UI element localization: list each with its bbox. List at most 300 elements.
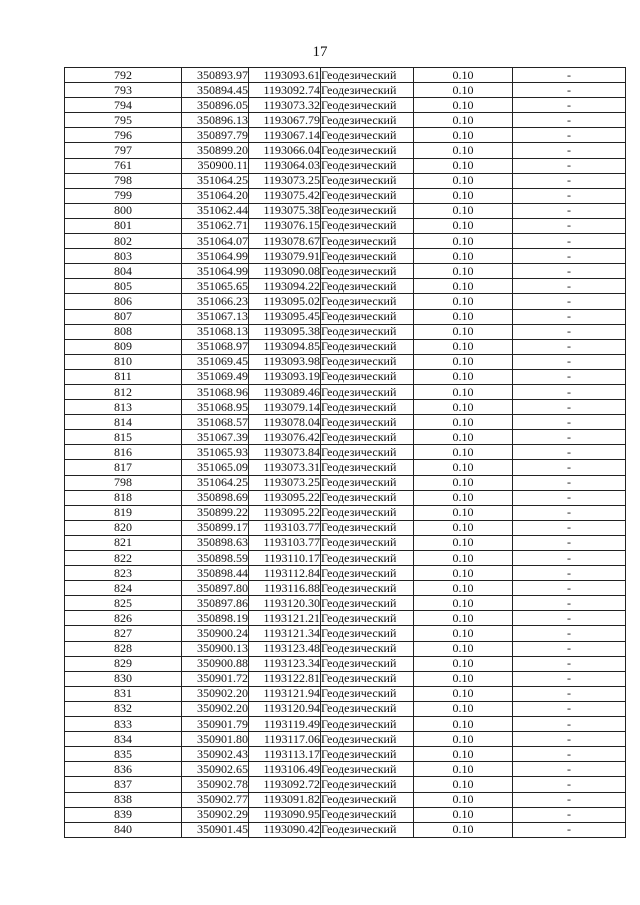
y-coordinate-cell: 1193073.25 [249,173,321,188]
point-number-cell: 834 [65,732,182,747]
accuracy-cell: 0.10 [414,475,513,490]
method-cell: Геодезический [321,218,414,233]
y-coordinate-cell: 1193113.17 [249,747,321,762]
table-row [65,324,626,339]
x-coordinate-cell: 350896.13 [182,113,249,128]
method-cell: Геодезический [321,234,414,249]
x-coordinate-cell: 351064.20 [182,188,249,203]
coordinates-table-body [65,68,626,838]
note-cell: - [513,596,626,611]
x-coordinate-cell: 351062.71 [182,218,249,233]
table-row [65,460,626,475]
point-number-cell: 830 [65,671,182,686]
point-number-cell: 832 [65,701,182,716]
table-row [65,762,626,777]
note-cell: - [513,490,626,505]
note-cell: - [513,641,626,656]
table-row [65,611,626,626]
point-number-cell: 823 [65,566,182,581]
y-coordinate-cell: 1193066.04 [249,143,321,158]
point-number-cell: 819 [65,505,182,520]
method-cell: Геодезический [321,83,414,98]
accuracy-cell: 0.10 [414,445,513,460]
x-coordinate-cell: 351067.39 [182,430,249,445]
note-cell: - [513,369,626,384]
point-number-cell: 837 [65,777,182,792]
accuracy-cell: 0.10 [414,822,513,837]
method-cell: Геодезический [321,641,414,656]
method-cell: Геодезический [321,369,414,384]
x-coordinate-cell: 350901.80 [182,732,249,747]
method-cell: Геодезический [321,762,414,777]
method-cell: Геодезический [321,98,414,113]
method-cell: Геодезический [321,324,414,339]
note-cell: - [513,339,626,354]
point-number-cell: 803 [65,249,182,264]
accuracy-cell: 0.10 [414,309,513,324]
x-coordinate-cell: 350898.69 [182,490,249,505]
table-row [65,173,626,188]
note-cell: - [513,671,626,686]
y-coordinate-cell: 1193073.84 [249,445,321,460]
note-cell: - [513,234,626,249]
table-row [65,747,626,762]
note-cell: - [513,717,626,732]
accuracy-cell: 0.10 [414,792,513,807]
method-cell: Геодезический [321,203,414,218]
table-row [65,400,626,415]
accuracy-cell: 0.10 [414,566,513,581]
note-cell: - [513,354,626,369]
accuracy-cell: 0.10 [414,551,513,566]
accuracy-cell: 0.10 [414,264,513,279]
point-number-cell: 820 [65,520,182,535]
point-number-cell: 824 [65,581,182,596]
x-coordinate-cell: 350897.79 [182,128,249,143]
table-row [65,279,626,294]
note-cell: - [513,68,626,83]
accuracy-cell: 0.10 [414,98,513,113]
y-coordinate-cell: 1193073.25 [249,475,321,490]
table-row [65,807,626,822]
y-coordinate-cell: 1193091.82 [249,792,321,807]
table-row [65,415,626,430]
point-number-cell: 812 [65,384,182,399]
method-cell: Геодезический [321,158,414,173]
table-row [65,203,626,218]
table-row [65,188,626,203]
point-number-cell: 831 [65,686,182,701]
accuracy-cell: 0.10 [414,83,513,98]
note-cell: - [513,747,626,762]
point-number-cell: 825 [65,596,182,611]
method-cell: Геодезический [321,490,414,505]
point-number-cell: 804 [65,264,182,279]
y-coordinate-cell: 1193076.42 [249,430,321,445]
table-row [65,490,626,505]
point-number-cell: 796 [65,128,182,143]
table-row [65,234,626,249]
point-number-cell: 814 [65,415,182,430]
accuracy-cell: 0.10 [414,68,513,83]
table-row [65,264,626,279]
method-cell: Геодезический [321,505,414,520]
note-cell: - [513,792,626,807]
note-cell: - [513,143,626,158]
x-coordinate-cell: 351068.97 [182,339,249,354]
y-coordinate-cell: 1193079.91 [249,249,321,264]
x-coordinate-cell: 350902.29 [182,807,249,822]
method-cell: Геодезический [321,701,414,716]
method-cell: Геодезический [321,551,414,566]
note-cell: - [513,294,626,309]
x-coordinate-cell: 350901.79 [182,717,249,732]
y-coordinate-cell: 1193110.17 [249,551,321,566]
table-row [65,671,626,686]
method-cell: Геодезический [321,294,414,309]
note-cell: - [513,113,626,128]
y-coordinate-cell: 1193122.81 [249,671,321,686]
method-cell: Геодезический [321,128,414,143]
accuracy-cell: 0.10 [414,249,513,264]
x-coordinate-cell: 351066.23 [182,294,249,309]
point-number-cell: 792 [65,68,182,83]
note-cell: - [513,520,626,535]
accuracy-cell: 0.10 [414,158,513,173]
table-row [65,686,626,701]
point-number-cell: 826 [65,611,182,626]
accuracy-cell: 0.10 [414,686,513,701]
y-coordinate-cell: 1193067.79 [249,113,321,128]
note-cell: - [513,732,626,747]
note-cell: - [513,188,626,203]
method-cell: Геодезический [321,807,414,822]
y-coordinate-cell: 1193121.94 [249,686,321,701]
method-cell: Геодезический [321,717,414,732]
note-cell: - [513,279,626,294]
point-number-cell: 799 [65,188,182,203]
x-coordinate-cell: 351068.13 [182,324,249,339]
x-coordinate-cell: 350897.80 [182,581,249,596]
method-cell: Геодезический [321,460,414,475]
method-cell: Геодезический [321,354,414,369]
table-row [65,218,626,233]
note-cell: - [513,249,626,264]
note-cell: - [513,581,626,596]
x-coordinate-cell: 351069.45 [182,354,249,369]
note-cell: - [513,460,626,475]
method-cell: Геодезический [321,686,414,701]
point-number-cell: 833 [65,717,182,732]
point-number-cell: 817 [65,460,182,475]
table-row [65,294,626,309]
x-coordinate-cell: 350898.59 [182,551,249,566]
accuracy-cell: 0.10 [414,279,513,294]
x-coordinate-cell: 351065.93 [182,445,249,460]
x-coordinate-cell: 350900.24 [182,626,249,641]
x-coordinate-cell: 350902.43 [182,747,249,762]
point-number-cell: 821 [65,535,182,550]
point-number-cell: 761 [65,158,182,173]
x-coordinate-cell: 351069.49 [182,369,249,384]
point-number-cell: 818 [65,490,182,505]
note-cell: - [513,158,626,173]
accuracy-cell: 0.10 [414,626,513,641]
x-coordinate-cell: 350900.13 [182,641,249,656]
method-cell: Геодезический [321,596,414,611]
table-row [65,535,626,550]
x-coordinate-cell: 350901.45 [182,822,249,837]
accuracy-cell: 0.10 [414,324,513,339]
note-cell: - [513,384,626,399]
note-cell: - [513,611,626,626]
method-cell: Геодезический [321,309,414,324]
y-coordinate-cell: 1193092.72 [249,777,321,792]
y-coordinate-cell: 1193095.02 [249,294,321,309]
x-coordinate-cell: 350898.19 [182,611,249,626]
accuracy-cell: 0.10 [414,717,513,732]
point-number-cell: 808 [65,324,182,339]
x-coordinate-cell: 351064.25 [182,173,249,188]
x-coordinate-cell: 350898.44 [182,566,249,581]
note-cell: - [513,264,626,279]
coordinates-table [64,67,626,838]
x-coordinate-cell: 351068.57 [182,415,249,430]
point-number-cell: 838 [65,792,182,807]
note-cell: - [513,430,626,445]
note-cell: - [513,445,626,460]
table-row [65,309,626,324]
accuracy-cell: 0.10 [414,354,513,369]
table-row [65,641,626,656]
table-row [65,551,626,566]
accuracy-cell: 0.10 [414,490,513,505]
accuracy-cell: 0.10 [414,671,513,686]
point-number-cell: 798 [65,475,182,490]
note-cell: - [513,98,626,113]
accuracy-cell: 0.10 [414,535,513,550]
table-row [65,68,626,83]
method-cell: Геодезический [321,475,414,490]
point-number-cell: 805 [65,279,182,294]
accuracy-cell: 0.10 [414,430,513,445]
x-coordinate-cell: 350893.97 [182,68,249,83]
accuracy-cell: 0.10 [414,143,513,158]
method-cell: Геодезический [321,173,414,188]
x-coordinate-cell: 350902.20 [182,701,249,716]
table-row [65,822,626,837]
accuracy-cell: 0.10 [414,460,513,475]
point-number-cell: 816 [65,445,182,460]
method-cell: Геодезический [321,792,414,807]
method-cell: Геодезический [321,822,414,837]
table-row [65,98,626,113]
method-cell: Геодезический [321,384,414,399]
accuracy-cell: 0.10 [414,611,513,626]
note-cell: - [513,777,626,792]
y-coordinate-cell: 1193073.31 [249,460,321,475]
note-cell: - [513,701,626,716]
accuracy-cell: 0.10 [414,234,513,249]
point-number-cell: 800 [65,203,182,218]
accuracy-cell: 0.10 [414,641,513,656]
table-row [65,113,626,128]
note-cell: - [513,475,626,490]
table-row [65,717,626,732]
method-cell: Геодезический [321,445,414,460]
point-number-cell: 809 [65,339,182,354]
table-row [65,566,626,581]
point-number-cell: 840 [65,822,182,837]
accuracy-cell: 0.10 [414,188,513,203]
y-coordinate-cell: 1193092.74 [249,83,321,98]
point-number-cell: 795 [65,113,182,128]
point-number-cell: 815 [65,430,182,445]
x-coordinate-cell: 351064.25 [182,475,249,490]
y-coordinate-cell: 1193120.94 [249,701,321,716]
x-coordinate-cell: 351065.09 [182,460,249,475]
y-coordinate-cell: 1193121.34 [249,626,321,641]
method-cell: Геодезический [321,415,414,430]
y-coordinate-cell: 1193095.22 [249,490,321,505]
y-coordinate-cell: 1193078.67 [249,234,321,249]
accuracy-cell: 0.10 [414,701,513,716]
note-cell: - [513,128,626,143]
x-coordinate-cell: 350898.63 [182,535,249,550]
method-cell: Геодезический [321,535,414,550]
y-coordinate-cell: 1193123.34 [249,656,321,671]
x-coordinate-cell: 351064.99 [182,249,249,264]
accuracy-cell: 0.10 [414,294,513,309]
y-coordinate-cell: 1193093.19 [249,369,321,384]
accuracy-cell: 0.10 [414,747,513,762]
y-coordinate-cell: 1193117.06 [249,732,321,747]
accuracy-cell: 0.10 [414,339,513,354]
y-coordinate-cell: 1193094.22 [249,279,321,294]
method-cell: Геодезический [321,747,414,762]
x-coordinate-cell: 350900.11 [182,158,249,173]
accuracy-cell: 0.10 [414,203,513,218]
x-coordinate-cell: 350899.20 [182,143,249,158]
x-coordinate-cell: 351068.96 [182,384,249,399]
y-coordinate-cell: 1193079.14 [249,400,321,415]
point-number-cell: 801 [65,218,182,233]
note-cell: - [513,551,626,566]
x-coordinate-cell: 350900.88 [182,656,249,671]
x-coordinate-cell: 350901.72 [182,671,249,686]
accuracy-cell: 0.10 [414,777,513,792]
method-cell: Геодезический [321,400,414,415]
table-row [65,732,626,747]
note-cell: - [513,686,626,701]
y-coordinate-cell: 1193119.49 [249,717,321,732]
table-row [65,369,626,384]
table-row [65,128,626,143]
y-coordinate-cell: 1193078.04 [249,415,321,430]
y-coordinate-cell: 1193089.46 [249,384,321,399]
y-coordinate-cell: 1193073.32 [249,98,321,113]
table-row [65,83,626,98]
accuracy-cell: 0.10 [414,369,513,384]
note-cell: - [513,626,626,641]
note-cell: - [513,309,626,324]
table-row [65,430,626,445]
y-coordinate-cell: 1193116.88 [249,581,321,596]
y-coordinate-cell: 1193103.77 [249,520,321,535]
x-coordinate-cell: 350896.05 [182,98,249,113]
y-coordinate-cell: 1193112.84 [249,566,321,581]
method-cell: Геодезический [321,520,414,535]
point-number-cell: 793 [65,83,182,98]
y-coordinate-cell: 1193076.15 [249,218,321,233]
y-coordinate-cell: 1193094.85 [249,339,321,354]
table-row [65,792,626,807]
y-coordinate-cell: 1193106.49 [249,762,321,777]
accuracy-cell: 0.10 [414,218,513,233]
note-cell: - [513,415,626,430]
method-cell: Геодезический [321,249,414,264]
table-row [65,143,626,158]
x-coordinate-cell: 351064.99 [182,264,249,279]
note-cell: - [513,656,626,671]
accuracy-cell: 0.10 [414,400,513,415]
note-cell: - [513,203,626,218]
method-cell: Геодезический [321,626,414,641]
point-number-cell: 807 [65,309,182,324]
point-number-cell: 829 [65,656,182,671]
accuracy-cell: 0.10 [414,505,513,520]
table-row [65,520,626,535]
note-cell: - [513,83,626,98]
note-cell: - [513,762,626,777]
method-cell: Геодезический [321,581,414,596]
y-coordinate-cell: 1193075.42 [249,188,321,203]
accuracy-cell: 0.10 [414,762,513,777]
note-cell: - [513,173,626,188]
method-cell: Геодезический [321,339,414,354]
point-number-cell: 811 [65,369,182,384]
table-row [65,354,626,369]
note-cell: - [513,324,626,339]
point-number-cell: 836 [65,762,182,777]
y-coordinate-cell: 1193121.21 [249,611,321,626]
table-row [65,158,626,173]
method-cell: Геодезический [321,113,414,128]
method-cell: Геодезический [321,279,414,294]
point-number-cell: 806 [65,294,182,309]
x-coordinate-cell: 350902.78 [182,777,249,792]
method-cell: Геодезический [321,671,414,686]
x-coordinate-cell: 350899.22 [182,505,249,520]
point-number-cell: 797 [65,143,182,158]
method-cell: Геодезический [321,611,414,626]
method-cell: Геодезический [321,143,414,158]
y-coordinate-cell: 1193120.30 [249,596,321,611]
table-row [65,596,626,611]
note-cell: - [513,505,626,520]
table-row [65,445,626,460]
accuracy-cell: 0.10 [414,113,513,128]
accuracy-cell: 0.10 [414,128,513,143]
accuracy-cell: 0.10 [414,596,513,611]
note-cell: - [513,535,626,550]
point-number-cell: 794 [65,98,182,113]
method-cell: Геодезический [321,68,414,83]
x-coordinate-cell: 350894.45 [182,83,249,98]
table-row [65,384,626,399]
y-coordinate-cell: 1193067.14 [249,128,321,143]
x-coordinate-cell: 350902.20 [182,686,249,701]
